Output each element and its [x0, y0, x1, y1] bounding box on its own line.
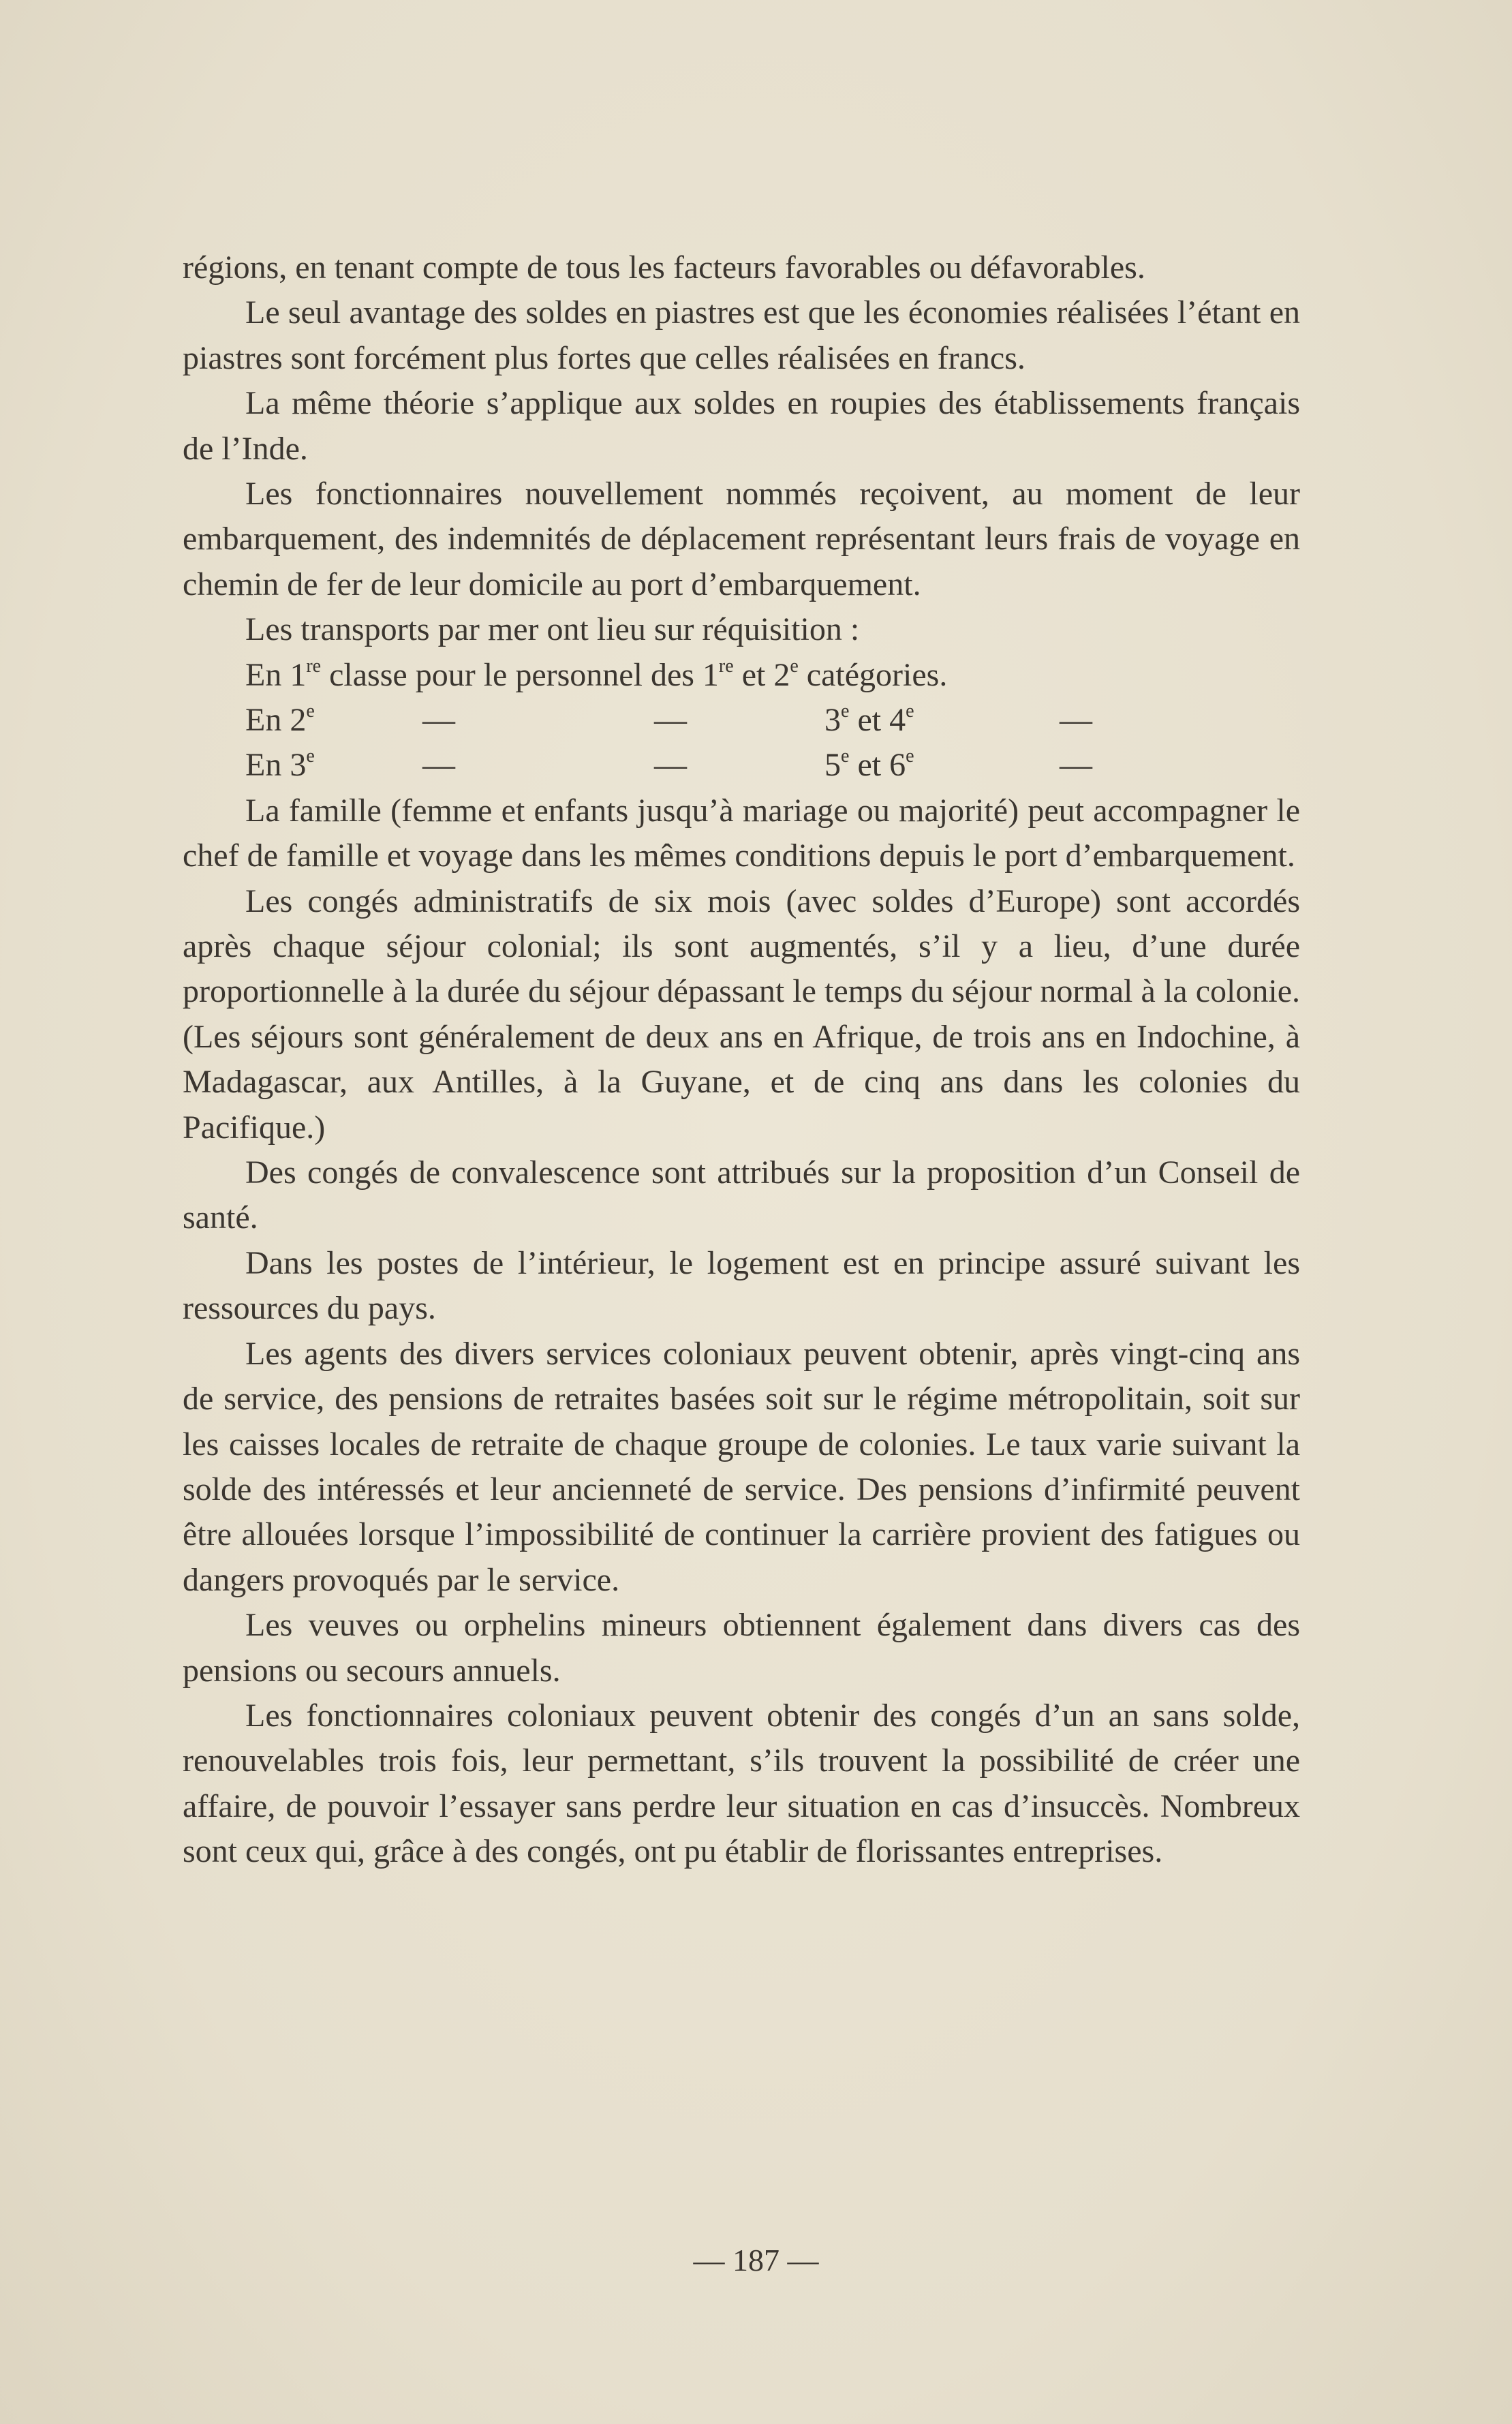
class-row-1-text: En 1re classe pour le personnel des 1re et 2e catégories. [245, 655, 948, 693]
paragraph-regions: régions, en tenant compte de tous les facteurs favorables ou défavorables. [183, 249, 1145, 286]
class-row-1 [183, 653, 1300, 698]
class-row-3-dash-1: — [422, 747, 455, 784]
paragraph-piastres: Le seul avantage des soldes en piastres est que les économies réalisées l’étant en piastres sont forcément plus fortes que celles réalisées en francs. [183, 294, 1300, 376]
class-row-3-dash-3: — [1060, 747, 1092, 784]
body-text [183, 245, 1300, 1875]
paragraph-pensions: Les agents des divers services coloniaux peuvent obtenir, après vingt-cinq ans de service, des pensions de retraites basées soit sur le régime métropolitain, soit sur les caisses locales de retraite de chaque groupe de colonies. Le taux varie suivant la solde des intéressés et leur ancienneté de service. Des pensions d’infirmité peuvent être allouées lorsque l’impossibilité de continuer la carrière provient des fatigues ou dangers provoqués par le service. [183, 1335, 1300, 1598]
class-row-2 [183, 698, 1300, 743]
paragraph-conges-convalescence: Des congés de convalescence sont attribués sur la proposition d’un Conseil de santé. [183, 1154, 1300, 1236]
class-row-2-categories: 3e et 4e [824, 701, 914, 739]
class-row-3 [183, 743, 1300, 788]
class-row-2-dash-2: — [654, 702, 687, 739]
class-row-2-dash-3: — [1060, 702, 1092, 739]
class-row-2-label: En 2e [245, 701, 315, 739]
paragraph-logement: Dans les postes de l’intérieur, le logement est en principe assuré suivant les ressources du pays. [183, 1244, 1300, 1327]
paragraph-famille: La famille (femme et enfants jusqu’à mariage ou majorité) peut accompagner le chef de famille et voyage dans les mêmes conditions depuis le port d’embarquement. [183, 792, 1300, 874]
paragraph-conges-sans-solde: Les fonctionnaires coloniaux peuvent obtenir des congés d’un an sans solde, renouvelables trois fois, leur permettant, s’ils trouvent la possibilité de créer une affaire, de pouvoir l’essayer sans perdre leur situation en cas d’insuccès. Nombreux sont ceux qui, grâce à des congés, ont pu établir de florissantes entreprises. [183, 1697, 1300, 1870]
paragraph-roupies: La même théorie s’applique aux soldes en roupies des établissements français de l’Inde. [183, 385, 1300, 467]
class-row-2-dash-1: — [422, 702, 455, 739]
class-row-3-dash-2: — [654, 747, 687, 784]
class-row-3-categories: 5e et 6e [824, 746, 914, 784]
paragraph-veuves: Les veuves ou orphelins mineurs obtiennent également dans divers cas des pensions ou secours annuels. [183, 1607, 1300, 1689]
paragraph-transports: Les transports par mer ont lieu sur réquisition : [245, 611, 860, 648]
class-row-3-label: En 3e [245, 746, 315, 784]
paragraph-conges-administratifs: Les congés administratifs de six mois (avec soldes d’Europe) sont accordés après chaque séjour colonial; ils sont augmentés, s’il y a lieu, d’une durée proportionnelle à la durée du séjour dépassant le temps du séjour normal à la colonie. (Les séjours sont généralement de deux ans en Afrique, de trois ans en Indochine, à Madagascar, aux Antilles, à la Guyane, et de cinq ans dans les colonies du Pacifique.) [183, 883, 1300, 1146]
paragraph-embarquement: Les fonctionnaires nouvellement nommés reçoivent, au moment de leur embarquement, des indemnités de déplacement représentant leurs frais de voyage en chemin de fer de leur domicile au port d’embarquement. [183, 476, 1300, 602]
page-number: — 187 — [693, 2243, 819, 2277]
